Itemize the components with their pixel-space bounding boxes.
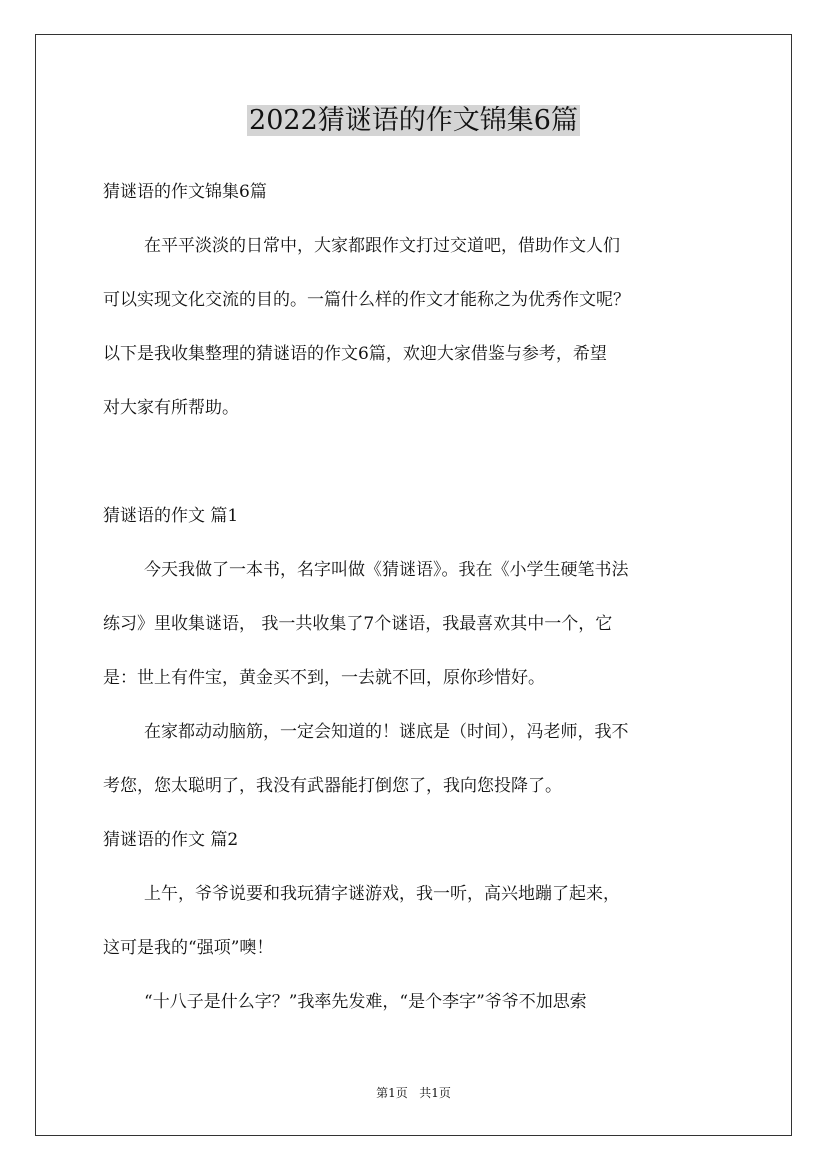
page-number: 第1页 bbox=[376, 1086, 408, 1100]
paragraph-line: 是：世上有件宝，黄金买不到，一去就不回，原你珍惜好。 bbox=[103, 668, 545, 688]
paragraph-line: 今天我做了一本书，名字叫做《猜谜语》。我在《小学生硬笔书法 bbox=[144, 560, 629, 580]
document-title-text: 2022猜谜语的作文锦集6篇 bbox=[249, 105, 578, 136]
page-total: 共1页 bbox=[419, 1086, 451, 1100]
page-footer bbox=[0, 1084, 827, 1102]
intro-line: 以下是我收集整理的猜谜语的作文6篇，欢迎大家借鉴与参考，希望 bbox=[103, 344, 607, 364]
paragraph-line: 上午，爷爷说要和我玩猜字谜游戏，我一听，高兴地蹦了起来， bbox=[144, 884, 620, 904]
paragraph-line: 练习》里收集谜语， 我一共收集了7个谜语，我最喜欢其中一个，它 bbox=[103, 614, 613, 634]
paragraph-line: 在家都动动脑筋，一定会知道的！谜底是（时间），冯老师，我不 bbox=[144, 722, 629, 742]
paragraph-line: 考您，您太聪明了，我没有武器能打倒您了，我向您投降了。 bbox=[103, 776, 562, 796]
intro-line: 对大家有所帮助。 bbox=[103, 398, 239, 418]
blank-line bbox=[103, 444, 733, 498]
document-title bbox=[0, 100, 827, 142]
paragraph-line: 这可是我的“强项”噢！ bbox=[103, 938, 274, 958]
section-heading-1: 猜谜语的作文 篇1 bbox=[103, 506, 239, 526]
section-heading-2: 猜谜语的作文 篇2 bbox=[103, 830, 239, 850]
document-body bbox=[103, 174, 733, 1038]
paragraph-line: “十八子是什么字？”我率先发难，“是个李字”爷爷不加思索 bbox=[144, 992, 587, 1012]
document-subtitle: 猜谜语的作文锦集6篇 bbox=[103, 182, 267, 202]
intro-line: 在平平淡淡的日常中，大家都跟作文打过交道吧，借助作文人们 bbox=[144, 236, 620, 256]
intro-line: 可以实现文化交流的目的。一篇什么样的作文才能称之为优秀作文呢？ bbox=[103, 290, 630, 310]
